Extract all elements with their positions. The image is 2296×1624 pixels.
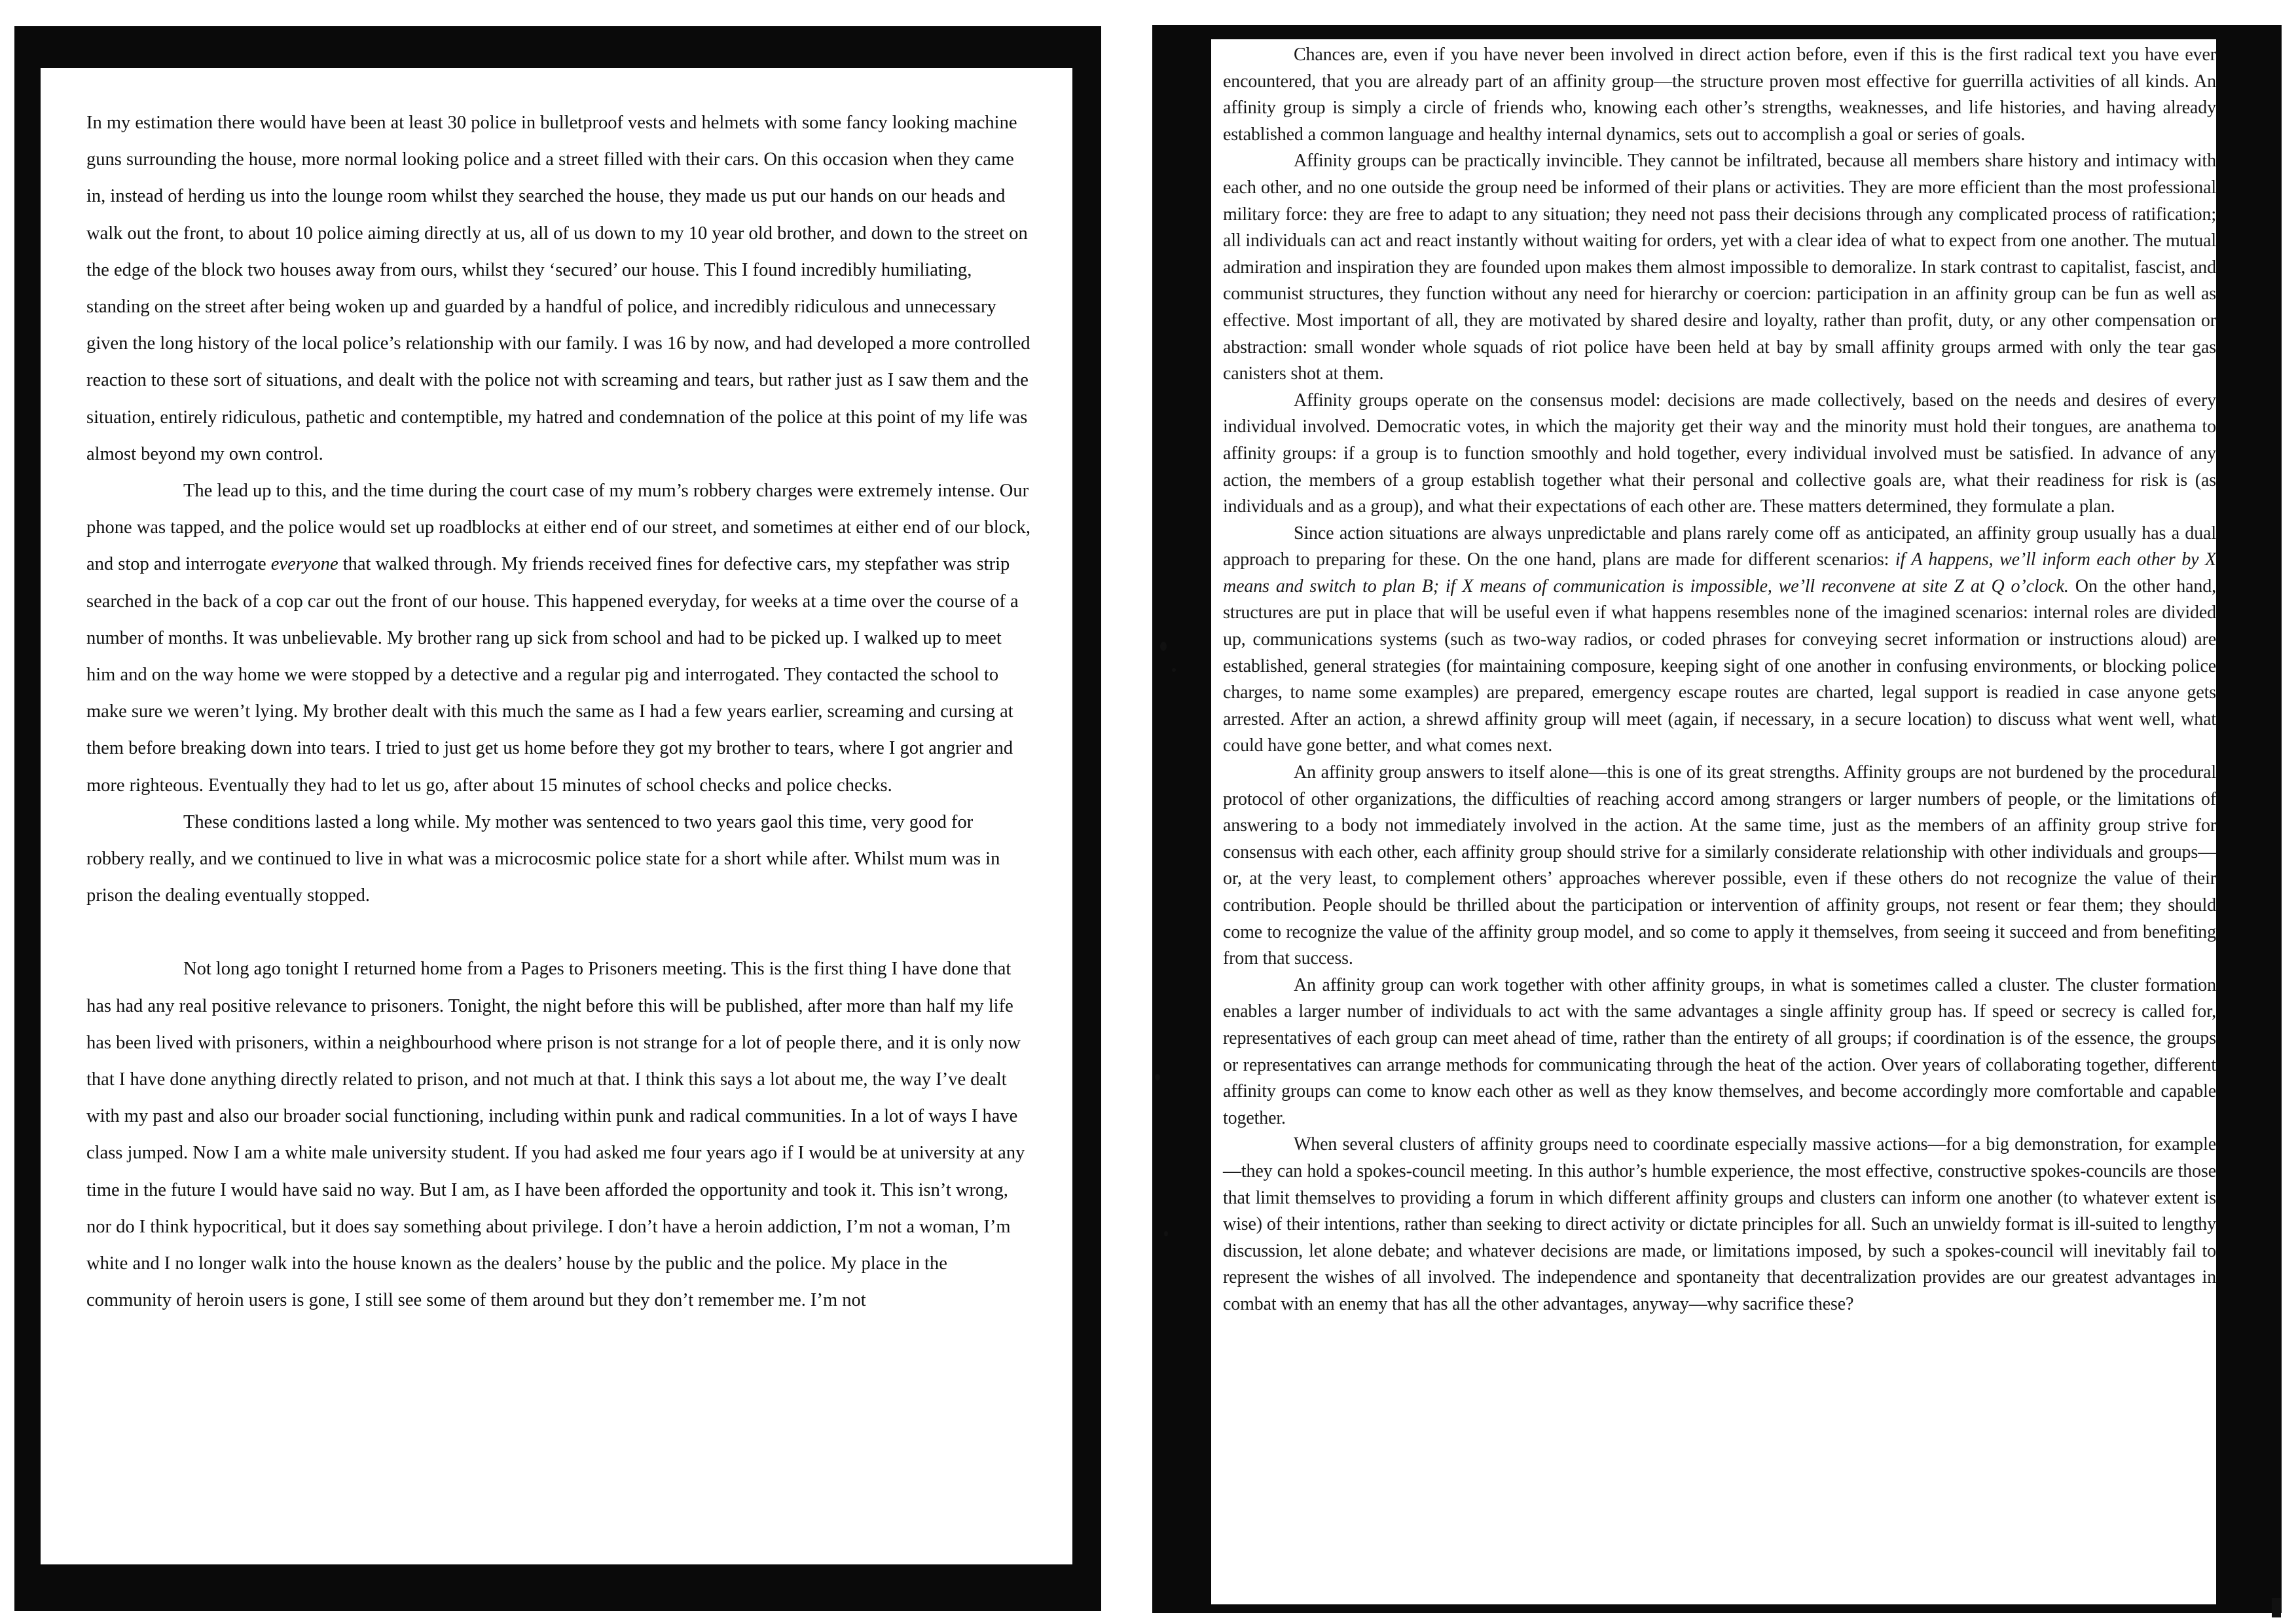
scan-edge-mark [2272,1598,2281,1617]
right-paragraph-4-italic: if A happens, we’ll inform each other by X means and switch to plan B; if X means of communication is impossible, we’ll reconvene at site Z at Q o’clock. [1223,549,2216,597]
right-paragraph-4-text-a: Since action situations are always unpredictable and plans rarely come off as anticipated, an affinity group usually has a dual approach to preparing for these. On the one hand, plans are made for different scenarios: [1223,523,2216,570]
left-paragraph-2-text-a: The lead up to this, and the time during the court case of my mum’s robbery charges were extremely intense. Our phone was tapped, and the police would set up roadblocks at either end of our street, and sometimes at either end of our block, and stop and interrogate [86,481,1030,575]
left-paragraph-2-text-c: My friends received fines for defective cars, my stepfather was strip searched in the back of a cop car out the front of our house. This happened everyday, for weeks at a time over the course of a number of months. It was unbelievable. My brother rang up sick from school and had to be picked up. I walked up to meet him and on the way home we were stopped by a detective and a regular pig and interrogated. They contacted the school to make sure we weren’t lying. My brother dealt with this much the same as I had a few years earlier, screaming and cursing at them before breaking down into tears. I tried to just get us home before they got my brother to tears, where I got angrier and more righteous. Eventually they had to let us go, after about 15 minutes of school checks and police checks. [86,554,1019,796]
left-paragraph-1: In my estimation there would have been at least 30 police in bulletproof vests and helmets with some fancy looking machine guns surrounding the house, more normal looking police and a street filled with their cars. On this occasion when they came in, instead of herding us into the lounge room whilst they searched the house, they made us put our hands on our heads and walk out the front, to about 10 police aiming directly at us, all of us down to my 10 year old brother, and down to the street on the edge of the block two houses away from ours, whilst they ‘secured’ our house. This I found incredibly humiliating, standing on the street after being woken up and guarded by a handful of police, and incredibly ridiculous and unnecessary given the long history of the local police’s relationship with our family. I was 16 by now, and had developed a more controlled reaction to these sort of situations, and dealt with the police not with screaming and tears, but rather just as I saw them and the situation, entirely ridiculous, pathetic and contemptible, my hatred and condemnation of the police at this point of my life was almost beyond my own control. [86,113,1030,464]
left-paragraph-2 [86,473,1033,804]
left-paragraph-2-text-b: that walked through. [338,554,497,575]
left-paragraph-4: Not long ago tonight I returned home from a Pages to Prisoners meeting. This is the first thing I have done that has had any real positive relevance to prisoners. Tonight, the night before this will be published, after more than half my life has been lived with prisoners, within a neighbourhood where prison is not strange for a lot of people there, and it is only now that I have done anything directly related to prison, and not much at that. I think this says a lot about me, the way I’ve dealt with my past and also our broader social functioning, including within punk and radical communities. In a lot of ways I have class jumped. Now I am a white male university student. If you had asked me four years ago if I would be at university at any time in the future I would have said no way. But I am, as I have been afforded the opportunity and took it. This isn’t wrong, nor do I think hypocritical, but it does say something about privilege. I don’t have a heroin addiction, I’m not a woman, I’m white and I no longer walk into the house known as the dealers’ house by the public and the police. My place in the community of heroin users is gone, I still see some of them around but they don’t remember me. I’m not [86,959,1025,1311]
right-paragraph-1: Chances are, even if you have never been involved in direct action before, even if this is the first radical text you have ever encountered, that you are already part of an affinity group—the structure proven most effective for guerrilla activities of all kinds. An affinity group is simply a circle of friends who, knowing each other’s strengths, weaknesses, and life histories, and having already established a common language and healthy internal dynamics, sets out to accomplish a goal or series of goals. [1223,45,2216,145]
right-paragraph-5: An affinity group answers to itself alone—this is one of its great strengths. Affinity groups are not burdened by the procedural protocol of other organizations, the difficulties of reaching accord among strangers or larger numbers of people, or the limitations of answering to a body not immediately involved in the action. At the same time, just as the members of an affinity group strive for consensus with each other, each affinity group should strive for a similarly considerate relationship with other individuals and groups—or, at the very least, to complement others’ approaches wherever possible, even if these others do not recognize the value of their contribution. People should be thrilled about the participation or intervention of affinity groups, not resent or fear them; they should come to recognize the value of the affinity group model, and so come to apply it themselves, from seeing it succeed and from benefiting from that success. [1223,762,2216,969]
right-paragraph-3: Affinity groups operate on the consensus model: decisions are made collectively, based on the needs and desires of every individual involved. Democratic votes, in which the majority get their way and the minority must hold their tongues, are anathema to affinity groups: if a group is to function smoothly and hold together, every individual involved must be satisfied. In advance of any action, the members of a group establish together what their personal and collective goals are, what their readiness for risk is (as individuals and as a group), and what their expectations of each other are. These matters determined, they formulate a plan. [1223,390,2216,517]
right-paragraph-6: An affinity group can work together with other affinity groups, in what is sometimes called a cluster. The cluster formation enables a larger number of individuals to act with the same advantages a single affinity group has. If speed or secrecy is called for, representatives of each group can meet ahead of time, rather than the entirety of all groups; if coordination is of the essence, the groups or representatives can arrange methods for communicating through the heat of the action. Over years of collaborating together, different affinity groups can come to know each other as well as they know themselves, and become accordingly more comfortable and capable together. [1223,974,2216,1128]
scan-speck [1164,1231,1168,1236]
right-paragraph-7: When several clusters of affinity groups need to coordinate especially massive actions—for a big demonstration, for example—they can hold a spokes-council meeting. In this author’s humble experience, the most effective, constructive spokes-councils are those that limit themselves to providing a forum in which different affinity groups and clusters can inform one another (to whatever extent is wise) of their intentions, rather than seeking to direct activity or dictate principles for all. Such an unwieldy format is ill-suited to lengthy discussion, let alone debate; and whatever decisions are made, or limitations imposed, by such a spokes-council will inevitably fail to represent the wishes of all involved. The independence and spontaneity that decentralization provides are our greatest advantages in combat with an enemy that has all the other advantages, anyway—why sacrifice these? [1223,1134,2216,1314]
section-break [86,914,1033,951]
scan-speck [1155,1074,1160,1080]
scan-speck [1160,642,1167,651]
right-paragraph-4-text-b: On the other hand, structures are put in place that will be useful even if what happens resembles none of the imagined scenarios: internal roles are divided up, communications systems (such as two-way radios, or coded phrases for conveying secret information or instructions aloud) are established, general strategies (for maintaining composure, keeping sight of one another in confusing environments, or blocking police charges, to name some examples) are prepared, emergency escape routes are charted, legal support is readied in case anyone gets arrested. After an action, a shrewd affinity group will meet (again, if necessary, in a secure location) to discuss what went well, what could have gone better, and what comes next. [1223,576,2216,756]
right-page [1211,39,2216,1604]
left-paragraph-2-italic: everyone [270,554,338,575]
scan-speck [1172,668,1176,672]
right-paragraph-4 [1223,521,2216,760]
right-paragraph-2: Affinity groups can be practically invincible. They cannot be infiltrated, because all members share history and intimacy with each other, and no one outside the group need be informed of their plans or activities. They are more efficient than the most professional military force: they are free to adapt to any situation; they need not pass their decisions through any complicated process of ratification; all individuals can act and react instantly without waiting for orders, yet with a clear idea of what to expect from one another. The mutual admiration and inspiration they are founded upon makes them almost impossible to demoralize. In stark contrast to capitalist, fascist, and communist structures, they function without any need for hierarchy or coercion: participation in an affinity group can be fun as well as effective. Most important of all, they are motivated by shared desire and loyalty, rather than profit, duty, or any other compensation or abstraction: small wonder whole squads of riot police have been held at bay by small affinity groups armed with only the tear gas canisters shot at them. [1223,151,2216,384]
left-page [41,68,1072,1564]
left-paragraph-3: These conditions lasted a long while. My mother was sentenced to two years gaol this time, very good for robbery really, and we continued to live in what was a microcosmic police state for a short while after. Whilst mum was in prison the dealing eventually stopped. [86,811,1000,906]
